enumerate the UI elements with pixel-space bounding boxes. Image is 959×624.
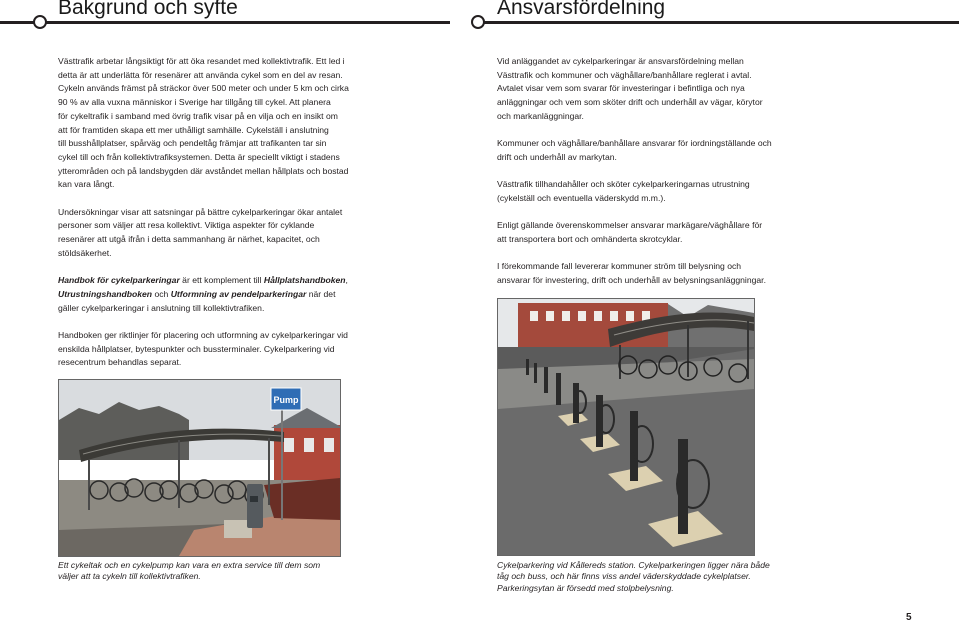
right-heading: Ansvarsfördelning xyxy=(497,0,666,19)
handbook-title: Hållplatshandboken xyxy=(263,275,346,286)
survey-line: Undersökningar visar att satsningar på bättre cykelparkeringar ökar antalet xyxy=(58,206,343,217)
handbook-text: när det xyxy=(306,288,336,299)
responsibility-line: ansvarar för investering, drift och underhåll av belysningsanläggningar. xyxy=(497,275,766,286)
handbook-line xyxy=(58,274,438,288)
responsibility-line: Enligt gällande överenskommelser ansvarar markägare/väghållare för xyxy=(497,220,763,231)
guidelines-line: resecentrum behandlas separat. xyxy=(58,357,182,368)
guidelines-line: Handboken ger riktlinjer för placering och utformning av cykelparkeringar vid xyxy=(58,330,348,341)
bike-shelter-photo xyxy=(58,379,341,557)
pump-sign-text: Pump xyxy=(273,395,299,405)
survey-line: resenärer att utgå ifrån i detta sammanhang är närhet, kapacitet, och xyxy=(58,234,320,245)
left-body-text xyxy=(58,55,438,370)
handbook-text: och xyxy=(152,288,171,299)
right-heading-rule xyxy=(477,21,959,24)
intro-line: detta är att underlätta för resenärer att använda cykel som en del av resan. xyxy=(58,69,343,80)
guidelines-line: enskilda hållplatser, bytespunkter och bussterminaler. Cykelparkering vid xyxy=(58,343,335,354)
responsibility-line: att transportera bort och omhänderta skrotcyklar. xyxy=(497,234,683,245)
intro-line: cykel till och från kollektivtrafiksystemen. Detta är speciellt viktigt i stadens xyxy=(58,151,340,162)
right-photo-caption xyxy=(497,560,797,594)
left-heading-rule xyxy=(0,21,450,24)
responsibility-line: (cykelställ och eventuella väderskydd m.m.). xyxy=(497,193,666,203)
left-photo-caption xyxy=(58,560,358,583)
caption-line: Ett cykeltak och en cykelpump kan vara en extra service till dem som xyxy=(58,560,321,570)
intro-line: kan vara långt. xyxy=(58,179,115,190)
survey-line: stöldsäkerhet. xyxy=(58,247,112,258)
responsibility-line: Vid anläggandet av cykelparkeringar är ansvarsfördelning mellan xyxy=(497,56,744,66)
right-body-text xyxy=(497,55,797,288)
responsibility-line: drift och underhåll av markytan. xyxy=(497,151,617,162)
responsibility-line: Västtrafik tillhandahåller och sköter cykelparkeringarnas utrustning xyxy=(497,179,750,190)
intro-line: 90 % av alla vuxna människor i Sverige har tillgång till cykel. Att planera xyxy=(58,97,331,108)
survey-line: personer som väljer att resa kollektivt. Viktiga aspekter för cyklande xyxy=(58,220,315,231)
intro-line: till busshållplatser, spårväg och pendeltåg främjar att trafikanten tar sin xyxy=(58,138,327,149)
intro-line: Västtrafik arbetar långsiktigt för att öka resandet med kollektivtrafik. Ett led i xyxy=(58,56,345,66)
intro-line: Cykeln används främst på sträckor över 500 meter och under 5 km och cirka xyxy=(58,83,349,94)
intro-line: att för framtiden skapa ett mer uthålligt samhälle. Cykelställ i anslutning xyxy=(58,124,329,135)
right-rule-marker xyxy=(471,15,485,29)
station-parking-illustration xyxy=(498,299,754,555)
station-bike-parking-photo xyxy=(497,298,755,556)
handbook-line: gäller cykelparkeringar i anslutning till kollektivtrafiken. xyxy=(58,302,265,313)
caption-line: väljer att ta cykeln till kollektivtrafiken. xyxy=(58,571,201,582)
responsibility-line: Avtalet visar vem som svarar för investeringar i befintliga och nya xyxy=(497,83,745,94)
left-heading: Bakgrund och syfte xyxy=(58,0,238,19)
handbook-line xyxy=(58,288,438,302)
intro-line: för cykeltrafik i samband med övrig trafik visar på en vilja och en insikt om xyxy=(58,110,338,121)
responsibility-line: Västtrafik och kommuner och väghållare/banhållare reglerat i avtal. xyxy=(497,69,752,80)
responsibility-line: I förekommande fall levererar kommuner ström till belysning och xyxy=(497,261,742,272)
handbook-text: är ett komplement till xyxy=(179,275,264,286)
caption-line: Cykelparkering vid Kållereds station. Cykelparkeringen ligger nära både xyxy=(497,560,770,570)
caption-line: Parkeringsytan är försedd med stolpbelysning. xyxy=(497,582,674,593)
intro-line: ytterområden och på landsbygden där avståndet mellan hållplats och bostad xyxy=(58,165,349,176)
handbook-title: Utrustningshandboken xyxy=(58,288,153,299)
bike-shelter-illustration xyxy=(59,380,340,556)
left-rule-marker xyxy=(33,15,47,29)
handbook-title: Utformning av pendelparkeringar xyxy=(170,288,307,299)
responsibility-line: Kommuner och väghållare/banhållare ansvarar för iordningställande och xyxy=(497,138,772,149)
responsibility-line: och markanläggningar. xyxy=(497,110,584,121)
caption-line: tåg och buss, och här finns viss andel väderskyddade cykelplatser. xyxy=(497,571,751,582)
page-number: 5 xyxy=(906,612,912,623)
responsibility-line: anläggningar och vem som sköter drift och underhåll av vägar, körytor xyxy=(497,97,763,108)
handbook-text: , xyxy=(345,275,348,286)
handbook-title: Handbok för cykelparkeringar xyxy=(58,275,180,286)
